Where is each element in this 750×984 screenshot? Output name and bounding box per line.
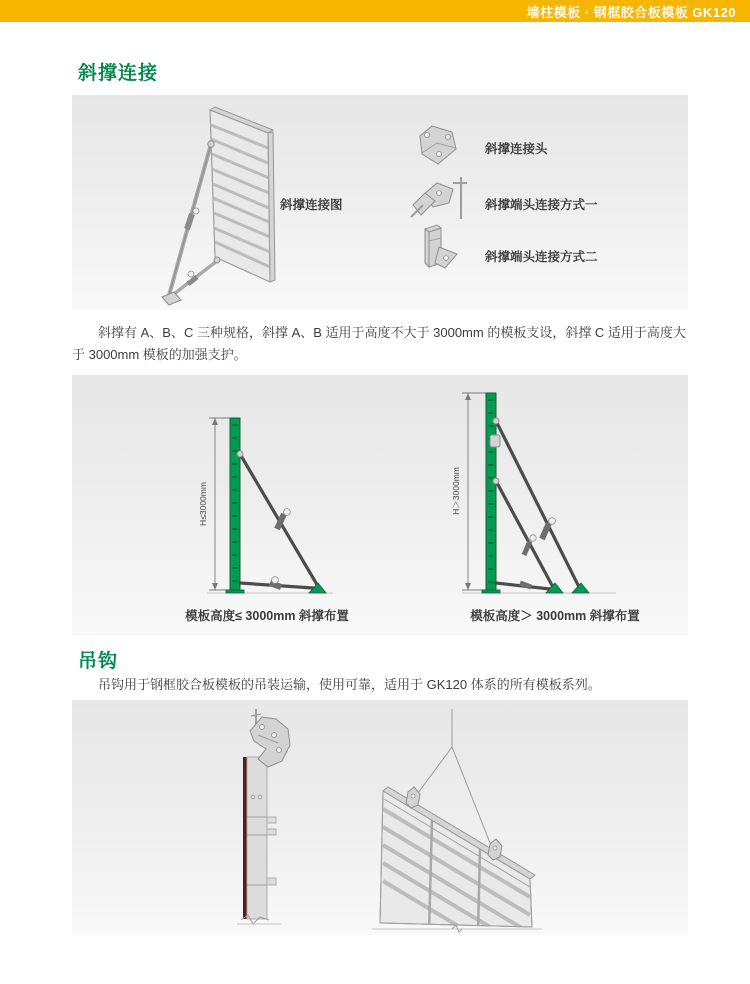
- panel-lifting-illustration: [372, 703, 547, 933]
- page-header-bar: [0, 0, 750, 22]
- section-hook-heading: 吊钩: [78, 651, 119, 672]
- hook-description: 吊钩用于钢框胶合板模板的吊装运输，使用可靠，适用于 GK120 体系的所有模板系列。: [98, 677, 601, 692]
- caption-layout-high: 模板高度＞ 3000mm 斜撑布置: [470, 609, 640, 623]
- lifting-hook-icon: [406, 787, 420, 808]
- brace-end-connection-2-icon: [417, 223, 461, 275]
- dim-label-low: H≤3000mm: [198, 482, 208, 526]
- brace-part-label-1: 斜撑连接头: [485, 142, 548, 156]
- brace-layout-diagram-high: [450, 383, 620, 595]
- brace-assembly-illustration: [160, 99, 290, 307]
- brace-figure-label: 斜撑连接图: [280, 198, 343, 212]
- section-brace-heading: 斜撑连接: [78, 63, 159, 84]
- hook-figure-panel: [72, 700, 688, 935]
- caption-layout-low: 模板高度≤ 3000mm 斜撑布置: [185, 609, 349, 623]
- brace-figure-panel: [72, 95, 688, 310]
- brace-layout-diagram-low: [197, 390, 337, 602]
- hook-detail-illustration: [232, 705, 302, 930]
- brace-layout-panel: [72, 375, 688, 635]
- brace-connector-part-icon: [415, 123, 461, 167]
- dim-label-high: H＞3000mm: [451, 467, 461, 515]
- brace-part-label-3: 斜撑端头连接方式二: [485, 250, 598, 264]
- brace-end-connection-1-icon: [409, 175, 471, 221]
- brace-part-label-2: 斜撑端头连接方式一: [485, 198, 598, 212]
- page-header-title: 墙柱模板 · 钢框胶合板模板 GK120: [526, 4, 736, 20]
- brace-description: 斜撑有 A、B、C 三种规格，斜撑 A、B 适用于高度不大于 3000mm 的模板支设，斜撑 C 适用于高度大于 3000mm 模板的加强支护。: [72, 325, 686, 362]
